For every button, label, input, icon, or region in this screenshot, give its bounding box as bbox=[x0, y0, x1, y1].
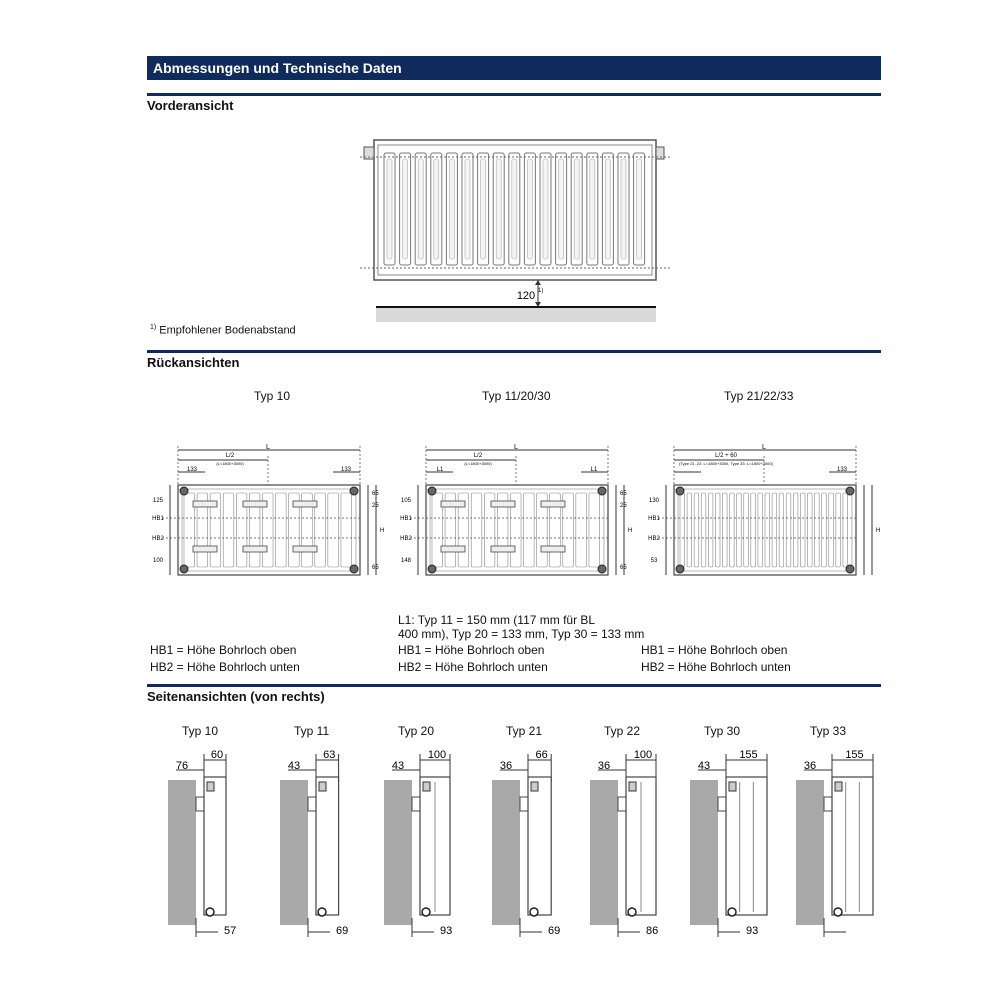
dim-label: (L=1800+3000) bbox=[216, 461, 244, 466]
radiator-fin-inner bbox=[496, 159, 501, 259]
side-type-label: Typ 20 bbox=[398, 724, 435, 738]
wall bbox=[796, 780, 824, 925]
bottom-distance-label: 93 bbox=[746, 925, 759, 937]
rear-view-typ10 bbox=[150, 440, 390, 590]
depth-label: 63 bbox=[323, 749, 336, 761]
mount-bracket bbox=[541, 501, 565, 507]
valve-icon bbox=[835, 782, 842, 791]
wall-bracket bbox=[412, 797, 420, 811]
valve-icon bbox=[423, 782, 430, 791]
bottom-distance-label: 57 bbox=[224, 925, 237, 937]
mount-bracket bbox=[293, 501, 317, 507]
wall-bracket bbox=[308, 797, 316, 811]
radiator-fin-inner bbox=[637, 159, 642, 259]
dim-label: H bbox=[380, 528, 385, 534]
section-banner: Abmessungen und Technische Daten bbox=[147, 56, 881, 80]
connection-plug bbox=[676, 487, 684, 495]
mount-bracket bbox=[541, 546, 565, 552]
connection-pipe-icon bbox=[206, 908, 214, 916]
radiator-fin-inner bbox=[527, 159, 532, 259]
front-dim-sup: 1) bbox=[538, 288, 544, 294]
dim-label: HB2 bbox=[152, 536, 164, 542]
wall-distance-label: 36 bbox=[803, 760, 817, 772]
bottom-distance-label: 86 bbox=[646, 925, 659, 937]
front-view-title: Vorderansicht bbox=[147, 98, 234, 113]
legend-hb2: HB2 = Höhe Bohrloch unten bbox=[398, 660, 548, 674]
connection-plug bbox=[350, 487, 358, 495]
wall bbox=[690, 780, 718, 925]
dim-label: H bbox=[628, 528, 633, 534]
wall-bracket bbox=[824, 797, 832, 811]
side-type-label: Typ 11 bbox=[294, 724, 330, 738]
bottom-distance-label: 93 bbox=[440, 925, 453, 937]
mount-bracket bbox=[441, 546, 465, 552]
radiator-fin-inner bbox=[403, 159, 408, 259]
side-type-label: Typ 10 bbox=[182, 724, 219, 738]
wall bbox=[168, 780, 196, 925]
dim-label: L/2 bbox=[225, 453, 235, 459]
depth-label: 155 bbox=[845, 749, 864, 761]
legend-hb1: HB1 = Höhe Bohrloch oben bbox=[150, 643, 297, 657]
side-view-drawing bbox=[492, 742, 582, 942]
wall-bracket bbox=[520, 797, 528, 811]
connection-pipe-icon bbox=[628, 908, 636, 916]
dim-label: (L=1800+3000) bbox=[464, 461, 492, 466]
dim-label: 25 bbox=[620, 503, 627, 509]
mount-bracket bbox=[491, 501, 515, 507]
side-view-drawing bbox=[280, 742, 370, 942]
side-view-title: Seitenansichten (von rechts) bbox=[147, 689, 325, 704]
dim-label: 148 bbox=[400, 558, 412, 564]
divider bbox=[147, 93, 881, 96]
bottom-distance-label: 69 bbox=[548, 925, 561, 937]
rear-view-title: Rückansichten bbox=[147, 355, 240, 370]
legend-hb2: HB2 = Höhe Bohrloch unten bbox=[150, 660, 300, 674]
connection-plug bbox=[846, 565, 854, 573]
connection-plug bbox=[598, 565, 606, 573]
rear-type-label: Typ 10 bbox=[254, 389, 291, 403]
dim-label: 133 bbox=[186, 467, 198, 473]
connection-plug bbox=[350, 565, 358, 573]
wall-distance-label: 43 bbox=[697, 760, 711, 772]
mount-bracket bbox=[441, 501, 465, 507]
radiator-panel bbox=[204, 777, 226, 915]
dim-label: L/2 bbox=[473, 453, 483, 459]
radiator-fin-inner bbox=[449, 159, 454, 259]
valve-icon bbox=[629, 782, 636, 791]
dim-label: HB1 bbox=[648, 516, 660, 522]
connection-plug bbox=[846, 487, 854, 495]
dim-label: HB1 bbox=[400, 516, 412, 522]
dim-label: (Type 21, 22: L=1800+3000, Type 33: L=1800+3000) bbox=[679, 461, 773, 466]
wall-distance-label: 43 bbox=[391, 760, 405, 772]
divider bbox=[147, 684, 881, 687]
radiator-fin-inner bbox=[512, 159, 517, 259]
mount-bracket bbox=[193, 546, 217, 552]
dim-label: HB2 bbox=[400, 536, 412, 542]
divider bbox=[147, 350, 881, 353]
dim-label: 125 bbox=[152, 498, 164, 504]
valve-icon bbox=[531, 782, 538, 791]
legend-hb1: HB1 = Höhe Bohrloch oben bbox=[641, 643, 788, 657]
connection-plug bbox=[428, 487, 436, 495]
side-type-label: Typ 33 bbox=[810, 724, 847, 738]
mount-bracket bbox=[193, 501, 217, 507]
wall-distance-label: 36 bbox=[499, 760, 513, 772]
side-type-label: Typ 30 bbox=[704, 724, 741, 738]
side-view-drawing bbox=[690, 742, 780, 942]
wall bbox=[492, 780, 520, 925]
connection-plug bbox=[676, 565, 684, 573]
bottom-distance-label: 69 bbox=[336, 925, 349, 937]
dim-label: 65 bbox=[620, 491, 627, 497]
depth-label: 100 bbox=[633, 749, 653, 761]
connection-pipe-icon bbox=[422, 908, 430, 916]
dim-label: HB1 bbox=[152, 516, 164, 522]
valve-icon bbox=[319, 782, 326, 791]
side-view-drawing bbox=[796, 742, 886, 942]
radiator-fin-inner bbox=[621, 159, 626, 259]
dim-label: HB2 bbox=[648, 536, 660, 542]
wall bbox=[280, 780, 308, 925]
legend-hb2: HB2 = Höhe Bohrloch unten bbox=[641, 660, 791, 674]
wall-bracket bbox=[718, 797, 726, 811]
radiator-fin-inner bbox=[418, 159, 423, 259]
depth-label: 155 bbox=[739, 749, 758, 761]
depth-label: 100 bbox=[427, 749, 447, 761]
dim-label: L bbox=[266, 444, 270, 451]
valve-icon bbox=[207, 782, 214, 791]
wall bbox=[384, 780, 412, 925]
front-view-drawing bbox=[360, 135, 670, 325]
dim-label: L1 bbox=[590, 467, 598, 473]
dim-label: L bbox=[514, 444, 518, 451]
dim-label: H bbox=[876, 528, 881, 534]
dim-label: L1 bbox=[436, 467, 444, 473]
dim-label: 105 bbox=[400, 498, 412, 504]
radiator-fin-inner bbox=[574, 159, 579, 259]
wall-distance-label: 36 bbox=[597, 760, 611, 772]
side-view-drawing bbox=[168, 742, 258, 942]
rear-view-typ21-22-33 bbox=[646, 440, 886, 590]
radiator-fin-inner bbox=[481, 159, 486, 259]
wall-bracket bbox=[196, 797, 204, 811]
radiator-fin-inner bbox=[543, 159, 548, 259]
radiator-fin-inner bbox=[590, 159, 595, 259]
radiator-fin-inner bbox=[465, 159, 470, 259]
wall-distance-label: 43 bbox=[287, 760, 301, 772]
rear-view-typ11-20-30 bbox=[398, 440, 638, 590]
valve-icon bbox=[729, 782, 736, 791]
mount-bracket bbox=[293, 546, 317, 552]
radiator-panel bbox=[528, 777, 551, 915]
dim-label: 133 bbox=[836, 467, 848, 473]
dim-label: L/2 + 60 bbox=[715, 453, 737, 459]
wall-bracket bbox=[618, 797, 626, 811]
floor bbox=[376, 307, 656, 322]
radiator-panel bbox=[316, 777, 339, 915]
dim-label: 133 bbox=[340, 467, 352, 473]
dim-label: 65 bbox=[372, 491, 379, 497]
connection-pipe-icon bbox=[728, 908, 736, 916]
side-view-drawing bbox=[590, 742, 680, 942]
side-type-label: Typ 21 bbox=[506, 724, 543, 738]
mount-bracket bbox=[491, 546, 515, 552]
dim-label: L bbox=[762, 444, 766, 451]
radiator-back bbox=[426, 485, 608, 575]
footnote: $^{1)}$ Empfohlener Bodenabstand bbox=[150, 324, 296, 337]
legend-hb1: HB1 = Höhe Bohrloch oben bbox=[398, 643, 545, 657]
dim-label: 65 bbox=[620, 565, 627, 571]
radiator-panel bbox=[832, 777, 873, 915]
front-dim: 120 bbox=[516, 290, 536, 302]
rear-type-label: Typ 11/20/30 bbox=[482, 389, 551, 403]
connection-plug bbox=[428, 565, 436, 573]
mount-bracket bbox=[243, 546, 267, 552]
depth-label: 66 bbox=[535, 749, 548, 761]
connection-pipe-icon bbox=[530, 908, 538, 916]
radiator-back bbox=[178, 485, 360, 575]
dim-label: 25 bbox=[372, 503, 379, 509]
dim-label: 65 bbox=[372, 565, 379, 571]
radiator-fin-inner bbox=[605, 159, 610, 259]
dim-label: 53 bbox=[650, 558, 658, 564]
wall bbox=[590, 780, 618, 925]
rear-type-label: Typ 21/22/33 bbox=[724, 389, 794, 403]
connection-plug bbox=[180, 487, 188, 495]
depth-label: 60 bbox=[210, 749, 224, 761]
radiator-fins bbox=[384, 153, 645, 265]
radiator-fin-inner bbox=[387, 159, 392, 259]
dim-label: 130 bbox=[648, 498, 660, 504]
radiator-fin-inner bbox=[559, 159, 564, 259]
l1-note-line-2: 400 mm), Typ 20 = 133 mm, Typ 30 = 133 mm bbox=[398, 627, 645, 641]
mount-bracket bbox=[243, 501, 267, 507]
connection-pipe-icon bbox=[318, 908, 326, 916]
dim-label: 100 bbox=[152, 558, 164, 564]
connection-plug bbox=[180, 565, 188, 573]
radiator-panel bbox=[726, 777, 767, 915]
side-view-drawing bbox=[384, 742, 474, 942]
radiator-fin-inner bbox=[434, 159, 439, 259]
connection-plug bbox=[598, 487, 606, 495]
connection-pipe-icon bbox=[834, 908, 842, 916]
side-type-label: Typ 22 bbox=[604, 724, 641, 738]
wall-distance-label: 76 bbox=[175, 760, 189, 772]
l1-note-line-1: L1: Typ 11 = 150 mm (117 mm für BL bbox=[398, 613, 596, 627]
